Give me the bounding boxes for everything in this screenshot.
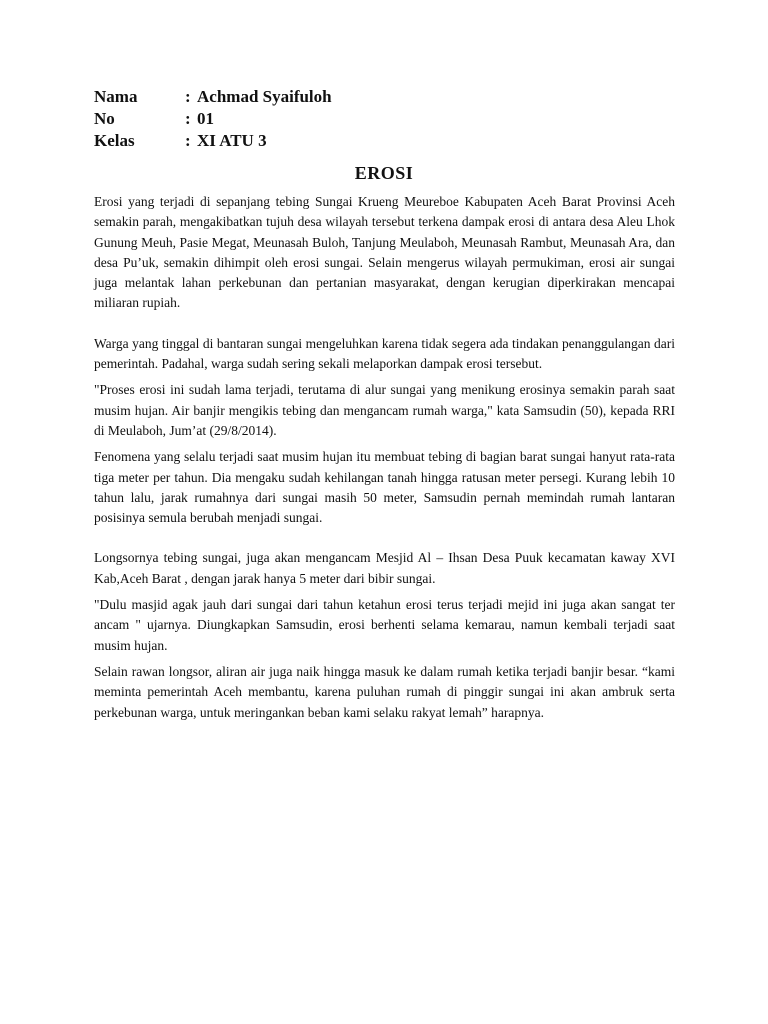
name-value: Achmad Syaifuloh	[197, 87, 332, 106]
student-info	[94, 86, 332, 152]
class-label: Kelas	[94, 131, 135, 150]
number-label: No	[94, 109, 115, 128]
number-separator: :	[185, 109, 191, 128]
paragraph-3: "Proses erosi ini sudah lama terjadi, terutama di alur sungai yang menikung erosinya semakin parah saat musim hujan. Air banjir mengikis tebing dan mengancam rumah warga," kata Samsudin (50), kepada RRI di Meulaboh, Jum’at (29/8/2014).	[94, 382, 675, 438]
paragraph-2: Warga yang tinggal di bantaran sungai mengeluhkan karena tidak segera ada tindakan penanggulangan dari pemerintah. Padahal, warga sudah sering sekali melaporkan dampak erosi tersebut.	[94, 335, 675, 372]
article-body	[94, 192, 675, 723]
paragraph-7: Selain rawan longsor, aliran air juga naik hingga masuk ke dalam rumah ketika terjadi banjir besar. “kami meminta pemerintah Aceh membantu, karena puluhan rumah di pinggir sungai ini akan ambruk serta perkebunan warga, untuk meringankan beban kami selaku rakyat lemah” harapnya.	[94, 663, 675, 720]
paragraph-4: Fenomena yang selalu terjadi saat musim hujan itu membuat tebing di bagian barat sungai hanyut rata-rata tiga meter per tahun. Dia mengaku sudah kehilangan tanah hingga ratusan meter persegi. Kurang lebih 10 tahun lalu, jarak rumahnya dari sungai masih 50 meter, Samsudin pernah memindah rumah lantaran posisinya semula berubah menjadi sungai.	[94, 449, 675, 526]
class-value: XI ATU 3	[197, 131, 267, 150]
name-label: Nama	[94, 87, 138, 106]
number-value: 01	[197, 109, 214, 128]
class-separator: :	[185, 131, 191, 150]
class-row	[94, 130, 332, 152]
paragraph-1: Erosi yang terjadi di sepanjang tebing Sungai Krueng Meureboe Kabupaten Aceh Barat Provinsi Aceh semakin parah, mengakibatkan tujuh desa wilayah tersebut terkena dampak erosi di antara desa Aleu Lhok Gunung Meuh, Pasie Megat, Meunasah Buloh, Tanjung Meulaboh, Meunasah Rambut, Meunasah Ara, dan desa Pu’uk, semakin dihimpit oleh erosi sungai. Selain mengerus wilayah permukiman, erosi air sungai juga melantak lahan perkebunan dan pertanian masyarakat, dengan kerugian diperkirakan mencapai miliaran rupiah.	[94, 194, 675, 311]
name-separator: :	[185, 87, 191, 106]
number-row	[94, 108, 332, 130]
document-title: EROSI	[354, 163, 414, 183]
name-row	[94, 86, 332, 108]
paragraph-5: Longsornya tebing sungai, juga akan mengancam Mesjid Al – Ihsan Desa Puuk kecamatan kaway XVI Kab,Aceh Barat , dengan jarak hanya 5 meter dari bibir sungai.	[94, 550, 675, 586]
paragraph-6: "Dulu masjid agak jauh dari sungai dari tahun ketahun erosi terus terjadi mejid ini juga akan sangat ter ancam " ujarnya. Diungkapkan Samsudin, erosi berhenti selama kemarau, namun kembali terjadi saat musim hujan.	[94, 597, 675, 653]
